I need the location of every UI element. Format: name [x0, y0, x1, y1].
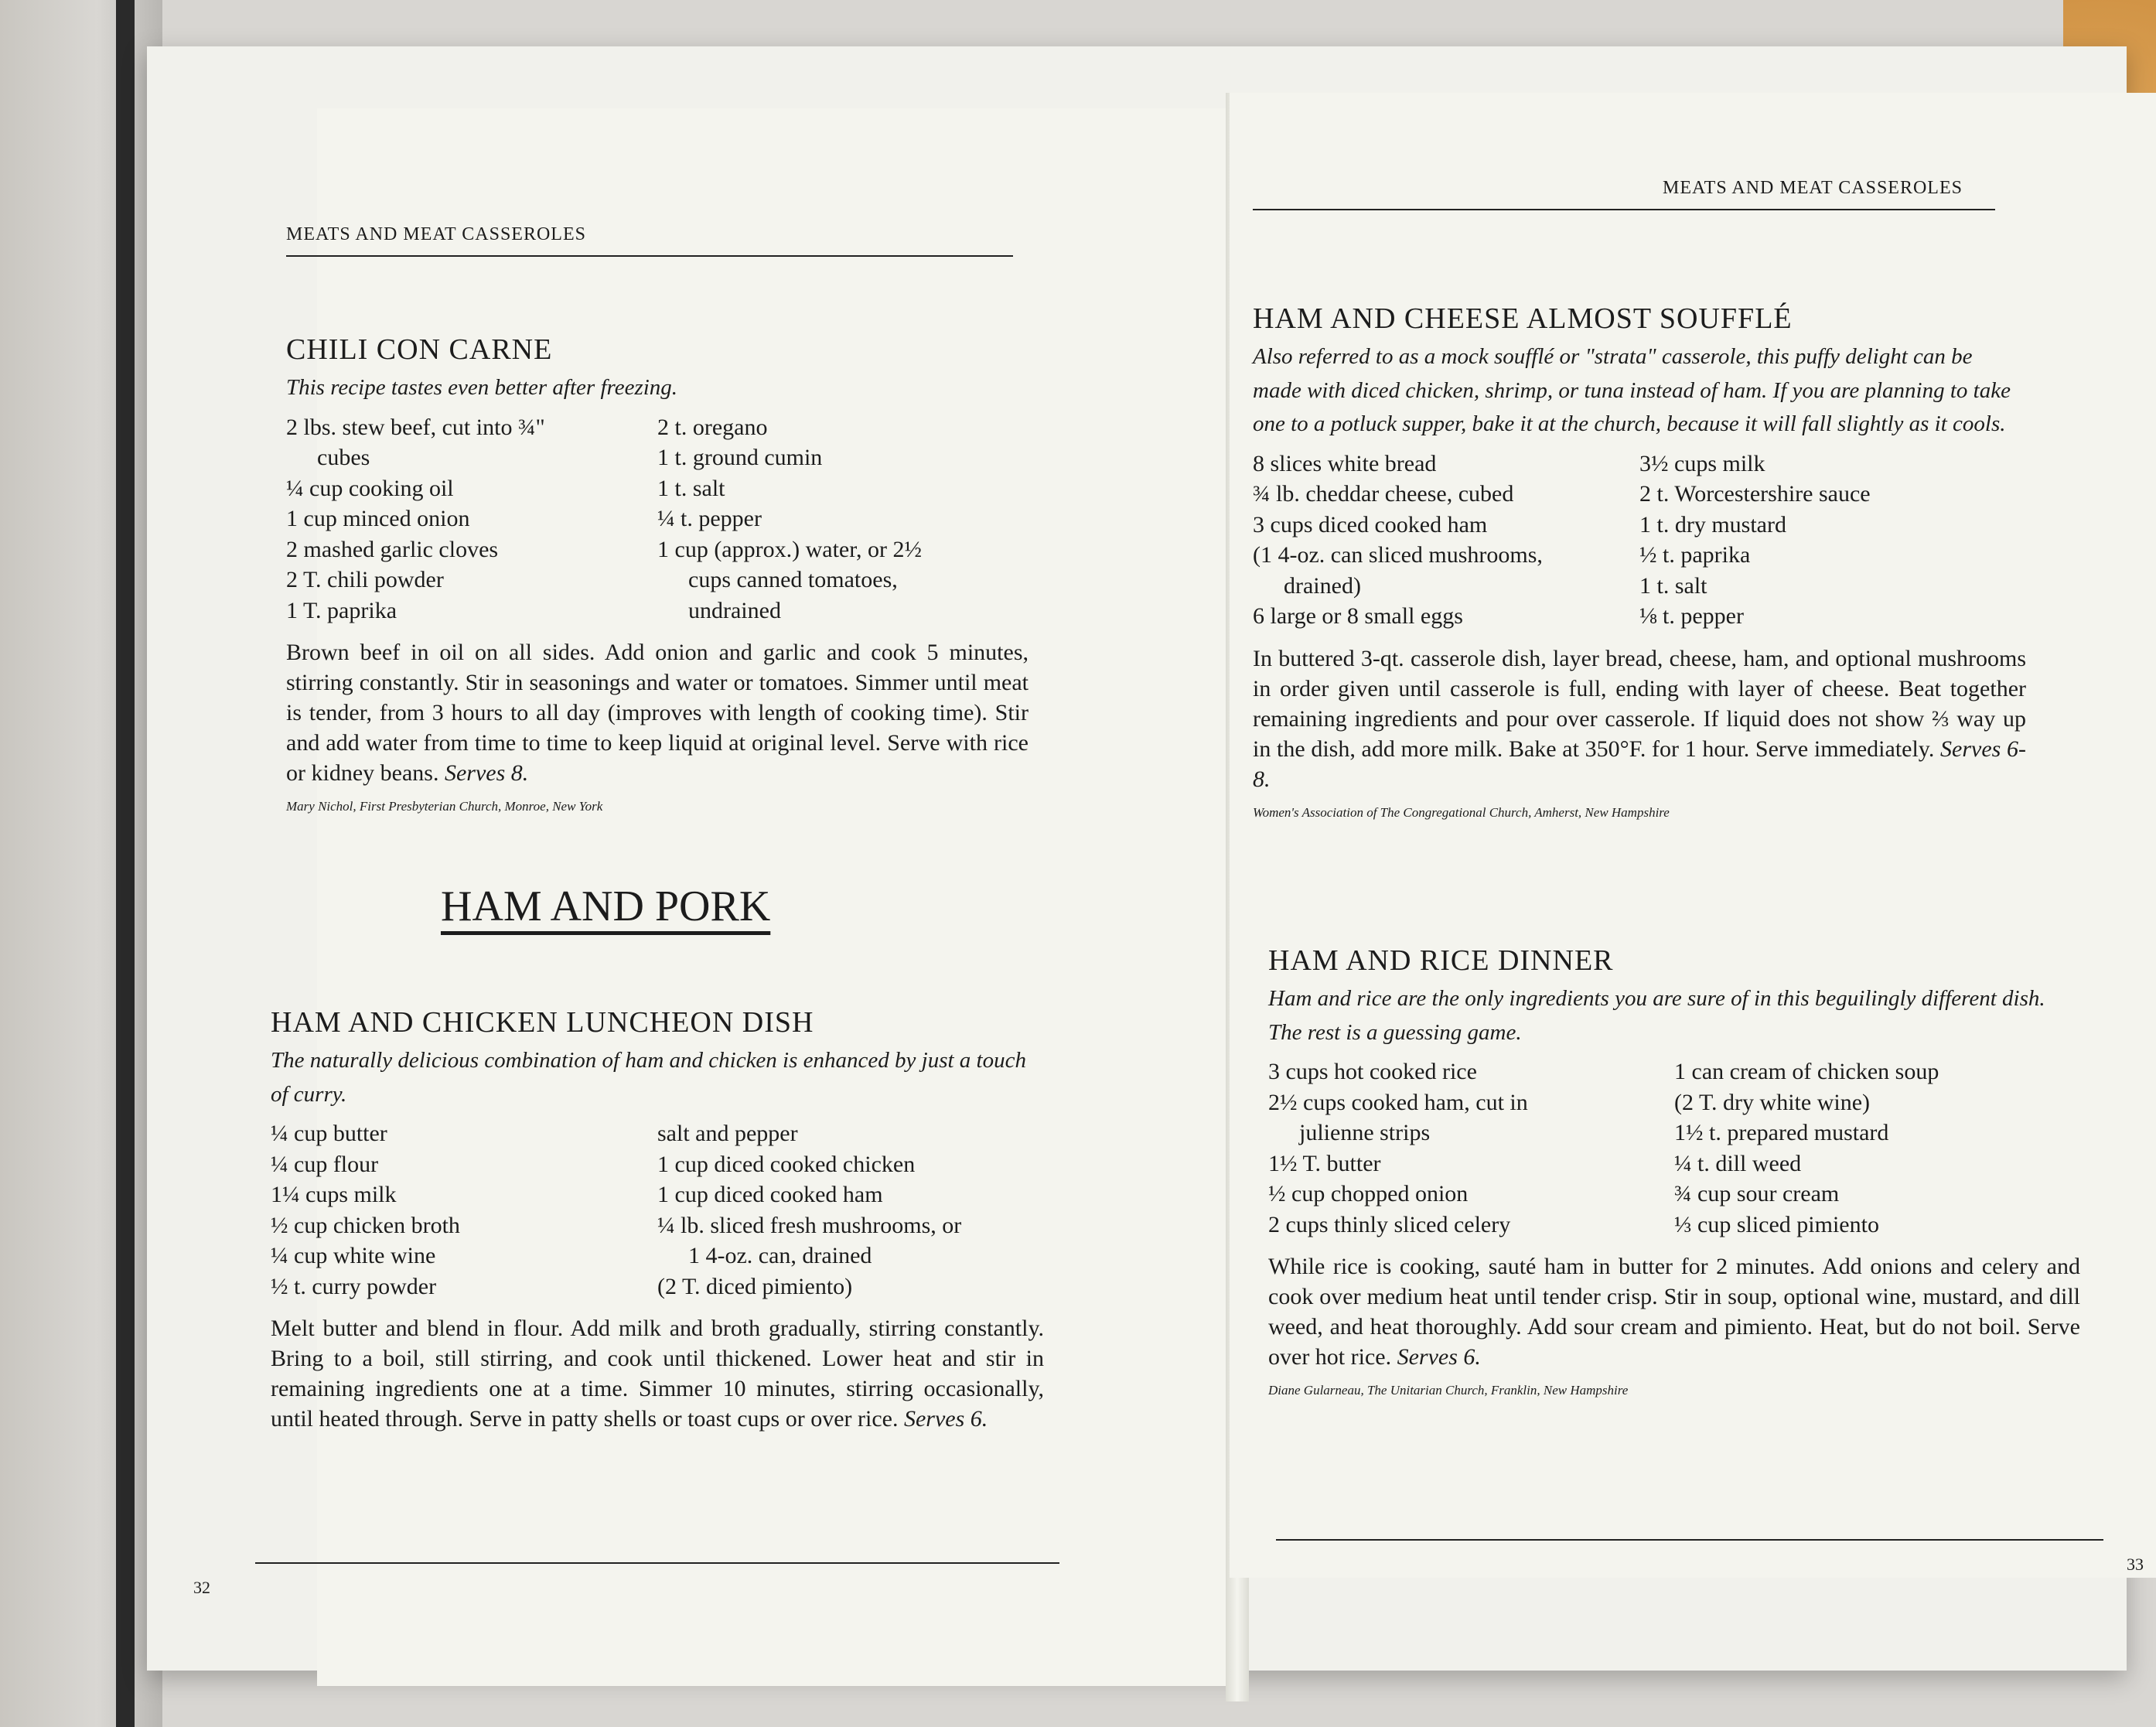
ingredient: 3 cups diced cooked ham — [1253, 511, 1488, 538]
header-rule-right — [1253, 209, 1995, 210]
recipe-ham-chicken — [271, 1005, 1044, 1434]
ingredient: 1 T. paprika — [286, 597, 397, 623]
serves-text: Serves 6. — [1397, 1344, 1481, 1370]
ingredient: 1½ T. butter — [1268, 1150, 1381, 1176]
running-head-left: MEATS AND MEAT CASSEROLES — [286, 224, 586, 244]
ingredient: 2 t. Worcestershire sauce — [1639, 481, 1871, 507]
ingredient-list — [286, 411, 1029, 627]
page-number-left: 32 — [193, 1578, 210, 1597]
recipe-chili — [286, 333, 1029, 814]
serves-text: Serves 6. — [903, 1406, 988, 1432]
ingredient: 1¼ cups milk — [271, 1182, 397, 1207]
ingredient: ¼ cup butter — [271, 1121, 387, 1146]
ingredient: ½ t. paprika — [1639, 542, 1751, 568]
ingredient: (2 T. diced pimiento) — [657, 1273, 853, 1299]
ingredient: 1 4-oz. can, drained — [688, 1243, 872, 1268]
ingredient: ¼ cup white wine — [271, 1243, 436, 1268]
ingredient: ⅛ t. pepper — [1639, 603, 1744, 629]
ingredient: 1 cup minced onion — [286, 506, 470, 531]
ingredient: ¾ cup sour cream — [1674, 1181, 1840, 1207]
ingredient: cups canned tomatoes, — [688, 567, 898, 592]
ingredient: 1 cup diced cooked chicken — [657, 1151, 916, 1177]
ingredient: 1 cup diced cooked ham — [657, 1182, 883, 1207]
ingredient: ½ cup chopped onion — [1268, 1181, 1469, 1207]
right-page — [1230, 93, 2156, 1578]
ingredient: 2 lbs. stew beef, cut into ¾" — [286, 414, 545, 440]
recipe-intro: The naturally delicious combination of ham and chicken is enhanced by just a touch of curry. — [271, 1048, 1026, 1107]
desk-edge — [116, 0, 135, 1727]
ingredient-list — [271, 1118, 1044, 1302]
ingredient: ½ cup chicken broth — [271, 1212, 460, 1238]
ingredient: (1 4-oz. can sliced mushrooms, — [1253, 542, 1543, 568]
ingredient: 1 t. salt — [1639, 572, 1707, 599]
recipe-title: HAM AND CHEESE ALMOST SOUFFLÉ — [1253, 302, 1793, 335]
ingredient: ¼ lb. sliced fresh mushrooms, or — [657, 1212, 962, 1238]
ingredient: 2 t. oregano — [657, 414, 768, 440]
ingredient: (2 T. dry white wine) — [1674, 1089, 1870, 1115]
header-rule-left — [286, 255, 1013, 257]
recipe-method — [286, 637, 1029, 788]
method-text: While rice is cooking, sauté ham in butter for 2 minutes. Add onions and celery and cook over medium heat until tender crisp. Stir in soup, optional wine, mustard, and dill weed, and heat thoroughly. Add sour cream and pimiento. Heat, but do not boil. Serve over hot rice. — [1268, 1254, 2080, 1370]
ingredient: 8 slices white bread — [1253, 450, 1437, 476]
ingredient: ½ t. curry powder — [271, 1273, 437, 1299]
serves-text: Serves 6-8. — [1253, 736, 2027, 792]
recipe-credit: Women's Association of The Congregational Church, Amherst, New Hampshire — [1253, 804, 1670, 820]
ingredient: cubes — [317, 445, 370, 470]
ingredient: drained) — [1284, 572, 1361, 599]
ingredient: 1 can cream of chicken soup — [1674, 1059, 1939, 1084]
recipe-credit: Diane Gularneau, The Unitarian Church, Franklin, New Hampshire — [1268, 1383, 1629, 1398]
ingredient: salt and pepper — [657, 1121, 798, 1146]
ingredient-list — [1268, 1056, 2080, 1241]
ingredient-list — [1253, 448, 2026, 633]
desk-background — [0, 0, 162, 1727]
serves-text: Serves 8. — [444, 760, 529, 786]
left-page — [193, 108, 1245, 1686]
ingredient: undrained — [688, 597, 781, 623]
recipe-title: HAM AND CHICKEN LUNCHEON DISH — [271, 1006, 814, 1039]
recipe-credit: Mary Nichol, First Presbyterian Church, Monroe, New York — [286, 799, 603, 814]
recipe-intro: Also referred to as a mock soufflé or "strata" casserole, this puffy delight can be made with diced chicken, shrimp, or tuna instead of ham. If you are planning to take one to a potluck supper, bake it at the church, because it will fall slightly as it cools. — [1253, 344, 2011, 436]
method-text: In buttered 3-qt. casserole dish, layer bread, cheese, ham, and optional mushrooms in order given until casserole is full, ending with layer of cheese. Beat together remaining ingredients and pour over casserole. If liquid does not show ⅔ way up in the dish, add more milk. Bake at 350°F. for 1 hour. Serve immediately. — [1253, 645, 2026, 762]
footer-rule-right — [1276, 1539, 2103, 1541]
ingredient: 2 cups thinly sliced celery — [1268, 1211, 1511, 1237]
ingredient: 3½ cups milk — [1639, 450, 1765, 476]
page-number-right: 33 — [2127, 1555, 2144, 1574]
ingredient: 1 t. dry mustard — [1639, 511, 1786, 538]
method-text: Melt butter and blend in flour. Add milk and broth gradually, stirring constantly. Bring to a boil, still stirring, and cook until thickened. Lower heat and stir in remaining ingredients one at a time. Simmer 10 minutes, stirring occasionally, until heated through. Serve in patty shells or toast cups or over rice. — [271, 1316, 1044, 1432]
method-text: Brown beef in oil on all sides. Add onion and garlic and cook 5 minutes, stirring constantly. Stir in seasonings and water or tomatoes. Simmer until meat is tender, from 3 hours to all day (improves with length of cooking time). Stir and add water from time to time to keep liquid at original level. Serve with rice or kidney beans. — [286, 640, 1029, 786]
recipe-title: CHILI CON CARNE — [286, 333, 553, 366]
ingredient: 2 mashed garlic cloves — [286, 536, 499, 562]
recipe-ham-rice — [1268, 944, 2080, 1398]
ingredient: julienne strips — [1299, 1120, 1431, 1145]
ingredient: ¼ cup cooking oil — [286, 475, 454, 501]
ingredient: 2½ cups cooked ham, cut in — [1268, 1089, 1528, 1115]
ingredient: 3 cups hot cooked rice — [1268, 1059, 1477, 1084]
ingredient: 2 T. chili powder — [286, 567, 444, 592]
recipe-souffle — [1253, 302, 2026, 821]
ingredient: 1 t. salt — [657, 475, 725, 501]
ingredient: ⅓ cup sliced pimiento — [1674, 1211, 1879, 1237]
ingredient: 1 t. ground cumin — [657, 445, 823, 470]
ingredient: ¼ cup flour — [271, 1151, 379, 1177]
ingredient: ¼ t. pepper — [657, 506, 762, 531]
ingredient: ¼ t. dill weed — [1674, 1150, 1802, 1176]
open-book — [147, 46, 2144, 1671]
running-head-right: MEATS AND MEAT CASSEROLES — [1663, 178, 1963, 198]
ingredient: ¾ lb. cheddar cheese, cubed — [1253, 481, 1514, 507]
recipe-method — [1268, 1251, 2080, 1372]
recipe-title: HAM AND RICE DINNER — [1268, 944, 1614, 977]
recipe-method — [271, 1313, 1044, 1434]
footer-rule-left — [255, 1562, 1059, 1564]
ingredient: 1½ t. prepared mustard — [1674, 1120, 1889, 1145]
ingredient: 6 large or 8 small eggs — [1253, 603, 1463, 629]
recipe-intro: Ham and rice are the only ingredients you are sure of in this beguilingly different dish. The rest is a guessing game. — [1268, 986, 2045, 1045]
recipe-method — [1253, 643, 2026, 794]
ingredient: 1 cup (approx.) water, or 2½ — [657, 536, 923, 562]
recipe-intro: This recipe tastes even better after freezing. — [286, 375, 678, 400]
section-title: HAM AND PORK — [441, 882, 771, 930]
